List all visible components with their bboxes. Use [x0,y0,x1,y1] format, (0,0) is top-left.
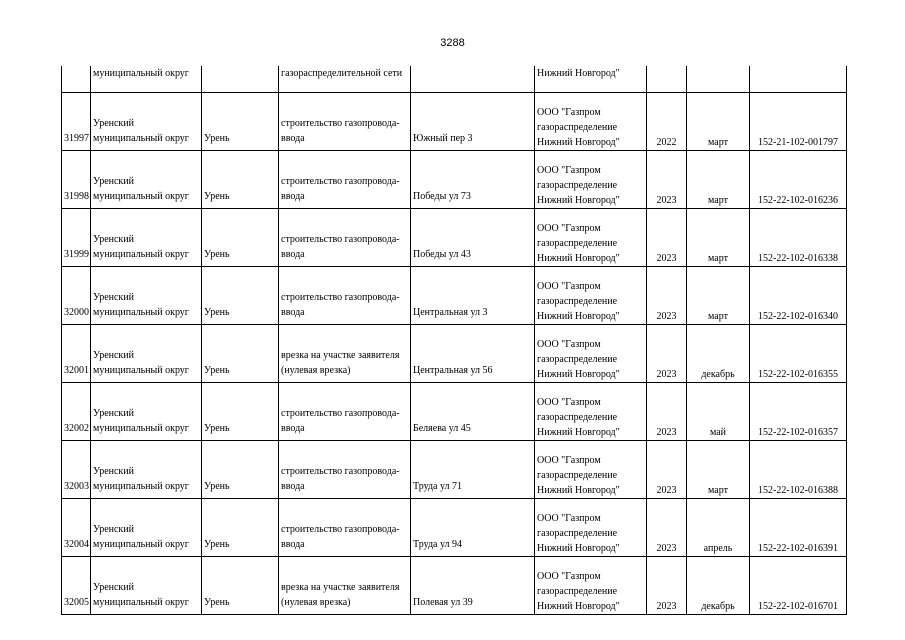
year-cell: 2023 [647,499,687,557]
organization-line: газораспределение [537,296,618,307]
organization-line: газораспределение [537,238,618,249]
organization-line: ООО "Газпром [537,455,601,466]
organization-line: газораспределение [537,586,618,597]
work-type-cell [279,383,411,441]
work-type-line: (нулевая врезка) [281,365,351,376]
district-line: муниципальный округ [93,249,189,260]
work-type-cell [279,267,411,325]
district-line: Уренский [93,350,134,361]
organization-cell: Нижний Новгород" [535,66,647,93]
district-line: Уренский [93,118,134,129]
organization-cell [535,325,647,383]
organization-line: ООО "Газпром [537,107,601,118]
work-type-line: ввода [281,191,305,202]
organization-cell [535,267,647,325]
month-cell: март [687,267,750,325]
table-row [62,93,847,151]
organization-line: Нижний Новгород" [537,601,620,612]
work-type-cell [279,441,411,499]
month-cell: март [687,151,750,209]
code-cell [750,66,847,93]
work-type-cell: газораспределительной сети [279,66,411,93]
organization-line: ООО "Газпром [537,339,601,350]
work-type-line: строительство газопровода- [281,466,400,477]
locality-cell: Урень [202,267,279,325]
work-type-cell [279,325,411,383]
year-cell: 2022 [647,93,687,151]
organization-line: Нижний Новгород" [537,485,620,496]
work-type-line: врезка на участке заявителя [281,582,400,593]
organization-cell [535,441,647,499]
locality-cell: Урень [202,151,279,209]
district-line: Уренский [93,408,134,419]
code-cell: 152-22-102-016391 [750,499,847,557]
organization-cell [535,383,647,441]
organization-cell [535,93,647,151]
organization-line: Нижний Новгород" [537,543,620,554]
table-row [62,441,847,499]
work-type-line: ввода [281,249,305,260]
code-cell: 152-22-102-016388 [750,441,847,499]
work-type-line: строительство газопровода- [281,292,400,303]
code-cell: 152-22-102-016355 [750,325,847,383]
work-type-cell [279,209,411,267]
district-line: Уренский [93,524,134,535]
row-number-cell: 31997 [62,93,91,151]
row-number-cell: 31999 [62,209,91,267]
table-body [62,66,847,615]
year-cell: 2023 [647,441,687,499]
locality-cell: Урень [202,209,279,267]
organization-line: ООО "Газпром [537,223,601,234]
district-cell [91,93,202,151]
district-cell [91,267,202,325]
work-type-line: ввода [281,133,305,144]
district-line: муниципальный округ [93,365,189,376]
year-cell: 2023 [647,151,687,209]
organization-line: Нижний Новгород" [537,253,620,264]
work-type-line: строительство газопровода- [281,408,400,419]
row-number-cell: 32005 [62,557,91,615]
code-cell: 152-22-102-016338 [750,209,847,267]
year-cell [647,66,687,93]
table-row [62,267,847,325]
district-line: муниципальный округ [93,423,189,434]
table-row [62,499,847,557]
address-cell: Победы ул 73 [411,151,535,209]
organization-line: ООО "Газпром [537,165,601,176]
address-cell [411,66,535,93]
work-type-line: строительство газопровода- [281,524,400,535]
address-cell: Беляева ул 45 [411,383,535,441]
work-type-line: (нулевая врезка) [281,597,351,608]
work-type-cell [279,557,411,615]
organization-cell [535,499,647,557]
organization-line: ООО "Газпром [537,571,601,582]
table-row [62,209,847,267]
address-cell: Центральная ул 3 [411,267,535,325]
district-cell [91,325,202,383]
work-type-line: врезка на участке заявителя [281,350,400,361]
row-number-cell: 31998 [62,151,91,209]
district-line: муниципальный округ [93,539,189,550]
organization-line: газораспределение [537,122,618,133]
locality-cell: Урень [202,93,279,151]
organization-line: газораспределение [537,470,618,481]
organization-line: газораспределение [537,528,618,539]
organization-cell [535,557,647,615]
organization-line: ООО "Газпром [537,281,601,292]
month-cell: декабрь [687,557,750,615]
code-cell: 152-22-102-016701 [750,557,847,615]
code-cell: 152-22-102-016357 [750,383,847,441]
table-row [62,383,847,441]
work-type-line: строительство газопровода- [281,118,400,129]
work-type-cell [279,499,411,557]
district-line: муниципальный округ [93,481,189,492]
district-line: муниципальный округ [93,191,189,202]
month-cell: май [687,383,750,441]
district-cell [91,441,202,499]
work-type-line: строительство газопровода- [281,176,400,187]
row-number-cell: 32001 [62,325,91,383]
address-cell: Труда ул 71 [411,441,535,499]
row-number-cell: 32003 [62,441,91,499]
month-cell: апрель [687,499,750,557]
district-line: Уренский [93,234,134,245]
address-cell: Труда ул 94 [411,499,535,557]
address-cell: Центральная ул 56 [411,325,535,383]
locality-cell: Урень [202,383,279,441]
locality-cell [202,66,279,93]
organization-line: Нижний Новгород" [537,369,620,380]
work-type-line: ввода [281,481,305,492]
work-type-line: ввода [281,539,305,550]
address-cell: Полевая ул 39 [411,557,535,615]
row-number-cell [62,66,91,93]
organization-cell [535,209,647,267]
month-cell [687,66,750,93]
row-number-cell: 32004 [62,499,91,557]
work-type-cell [279,93,411,151]
year-cell: 2023 [647,325,687,383]
year-cell: 2023 [647,383,687,441]
code-cell: 152-22-102-016236 [750,151,847,209]
organization-cell [535,151,647,209]
district-line: Уренский [93,466,134,477]
district-line: муниципальный округ [93,597,189,608]
year-cell: 2023 [647,209,687,267]
table-row-continued [62,66,847,93]
locality-cell: Урень [202,499,279,557]
page-number: 3288 [440,37,465,49]
district-line: муниципальный округ [93,307,189,318]
table-row [62,557,847,615]
month-cell: март [687,93,750,151]
district-line: муниципальный округ [93,133,189,144]
locality-cell: Урень [202,325,279,383]
year-cell: 2023 [647,557,687,615]
organization-line: газораспределение [537,412,618,423]
organization-line: ООО "Газпром [537,397,601,408]
organization-line: газораспределение [537,354,618,365]
month-cell: март [687,209,750,267]
district-line: Уренский [93,176,134,187]
work-type-line: ввода [281,307,305,318]
organization-line: Нижний Новгород" [537,195,620,206]
locality-cell: Урень [202,557,279,615]
work-type-line: ввода [281,423,305,434]
locality-cell: Урень [202,441,279,499]
district-cell: муниципальный округ [91,66,202,93]
address-cell: Южный пер 3 [411,93,535,151]
work-type-cell [279,151,411,209]
organization-line: ООО "Газпром [537,513,601,524]
organization-line: Нижний Новгород" [537,137,620,148]
work-type-line: строительство газопровода- [281,234,400,245]
district-line: Уренский [93,582,134,593]
row-number-cell: 32002 [62,383,91,441]
year-cell: 2023 [647,267,687,325]
organization-line: Нижний Новгород" [537,427,620,438]
code-cell: 152-22-102-016340 [750,267,847,325]
table-row [62,151,847,209]
district-cell [91,209,202,267]
gas-connection-table [61,66,847,615]
month-cell: декабрь [687,325,750,383]
address-cell: Победы ул 43 [411,209,535,267]
month-cell: март [687,441,750,499]
table-row [62,325,847,383]
code-cell: 152-21-102-001797 [750,93,847,151]
district-line: Уренский [93,292,134,303]
district-cell [91,151,202,209]
organization-line: газораспределение [537,180,618,191]
district-cell [91,383,202,441]
district-cell [91,557,202,615]
organization-line: Нижний Новгород" [537,311,620,322]
row-number-cell: 32000 [62,267,91,325]
district-cell [91,499,202,557]
